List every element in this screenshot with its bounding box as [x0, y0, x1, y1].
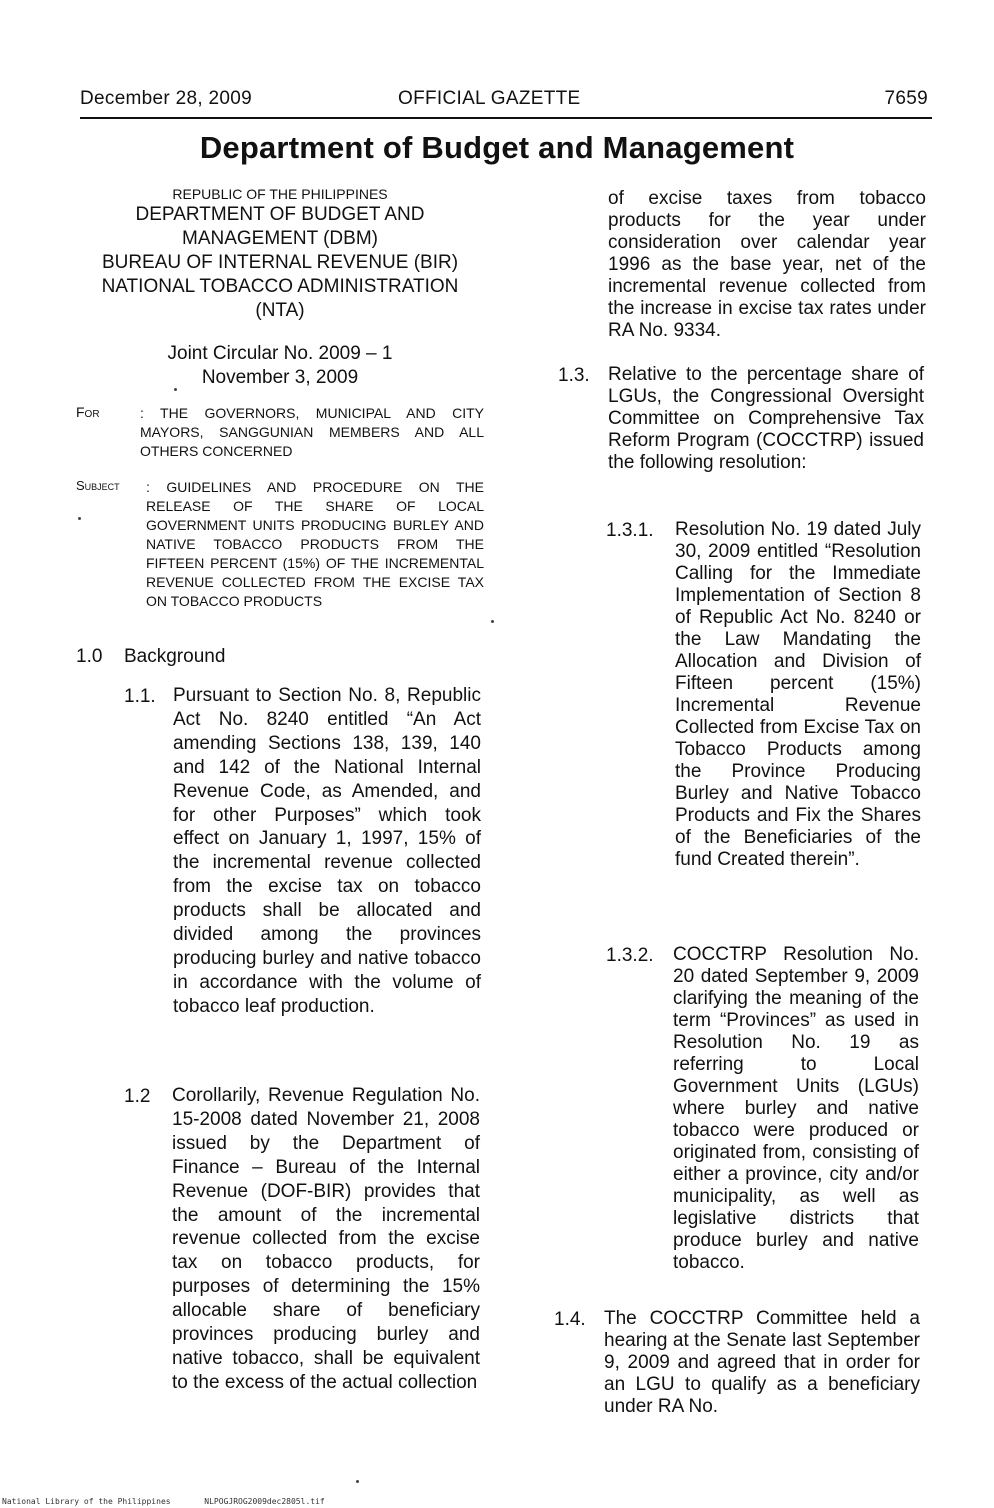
subject-text: : GUIDELINES AND PROCEDURE ON THE RELEASE OF THE SHARE OF LOCAL GOVERNMENT UNITS PRODUCING BURLEY AND NATIVE TOBACCO PRODUCTS FROM THE FIFTEEN PERCENT (15%) OF THE INCREMENTAL REVENUE COLLECTED FROM THE EXCISE TAX ON TOBACCO PRODUCTS: [146, 479, 484, 609]
scan-speck: [491, 620, 494, 623]
circular-block: [74, 342, 486, 390]
scan-speck: [78, 517, 81, 520]
subject-label: Subject: [76, 478, 120, 493]
issuer-republic: REPUBLIC OF THE PHILIPPINES: [172, 186, 388, 202]
issuer-nta-line2: (NTA): [255, 300, 305, 321]
circular-date: November 3, 2009: [201, 367, 359, 388]
header-page-number: 7659: [884, 88, 928, 109]
header-publication: OFFICIAL GAZETTE: [398, 88, 581, 109]
footer-source: National Library of the Philippines: [2, 1497, 171, 1506]
scan-speck: [356, 1480, 359, 1483]
para-1-3-2-number: 1.3.2.: [606, 945, 654, 966]
section-1-0-heading: Background: [124, 646, 226, 667]
for-text: : THE GOVERNORS, MUNICIPAL AND CITY MAYORS, SANGGUNIAN MEMBERS AND ALL OTHERS CONCERNED: [140, 405, 484, 459]
header-rule: [80, 117, 932, 119]
para-1-1-text: Pursuant to Section No. 8, Republic Act No. 8240 entitled “An Act amending Sections 138, 139, 140 and 142 of the National Internal Revenue Code, as Amended, and for other Purposes” which took effect on January 1, 1997, 15% of the incremental revenue collected from the excise tax on tobacco products shall be allocated and divided among the provinces producing burley and native tobacco in accordance with the volume of tobacco leaf production.: [173, 685, 481, 1017]
para-1-2-text: Corollarily, Revenue Regulation No. 15-2008 dated November 21, 2008 issued by the Department of Finance – Bureau of the Internal Revenue (DOF-BIR) provides that the amount of the incremental revenue collected from the excise tax on tobacco products, for purposes of determining the 15% allocable share of beneficiary provinces producing burley and native tobacco, shall be equivalent to the excess of the actual collection: [172, 1085, 480, 1393]
para-1-2-number: 1.2: [124, 1086, 151, 1107]
scan-speck: [174, 388, 177, 391]
para-1-1-number: 1.1.: [124, 686, 156, 707]
footer-file: NLPOGJROG2009dec2805l.tif: [204, 1497, 325, 1506]
issuer-dbm-line2: MANAGEMENT (DBM): [182, 228, 378, 249]
issuer-bir: BUREAU OF INTERNAL REVENUE (BIR): [101, 252, 459, 273]
para-1-2-continued: of excise taxes from tobacco products for the year under consideration over calendar year 1996 as the base year, net of the incremental revenue collected from the increase in excise tax rates under RA No. 9334.: [608, 188, 926, 341]
section-1-0-number: 1.0: [76, 646, 103, 667]
para-1-3-number: 1.3.: [558, 365, 590, 386]
para-1-4-number: 1.4.: [554, 1309, 586, 1330]
issuers-block: [74, 185, 486, 323]
para-1-3-text: Relative to the percentage share of LGUs, the Congressional Oversight Committee on Comprehensive Tax Reform Program (COCCTRP) issued the following resolution:: [608, 364, 924, 473]
for-label: For: [76, 404, 100, 420]
para-1-4-text: The COCCTRP Committee held a hearing at the Senate last September 9, 2009 and agreed that in order for an LGU to qualify as a beneficiary under RA No.: [604, 1308, 920, 1417]
para-1-3-1-number: 1.3.1.: [606, 520, 654, 541]
para-1-3-1-text: Resolution No. 19 dated July 30, 2009 entitled “Resolution Calling for the Immediate Implementation of Section 8 of Republic Act No. 8240 or the Law Mandating the Allocation and Division of Fifteen percent (15%) Incremental Revenue Collected from Excise Tax on Tobacco Products among the Province Producing Burley and Native Tobacco Products and Fix the Shares of the Beneficiaries of the fund Created therein”.: [675, 519, 921, 870]
page-title: Department of Budget and Management: [199, 130, 795, 165]
issuer-dbm-line1: DEPARTMENT OF BUDGET AND: [135, 204, 425, 225]
issuer-nta-line1: NATIONAL TOBACCO ADMINISTRATION: [101, 276, 459, 297]
circular-number: Joint Circular No. 2009 – 1: [167, 343, 393, 364]
para-1-3-2-text: COCCTRP Resolution No. 20 dated September 9, 2009 clarifying the meaning of the term “Provinces” as used in Resolution No. 19 as referring to Local Government Units (LGUs) where burley and native tobacco were produced or originated from, consisting of either a province, city and/or municipality, as well as legislative districts that produce burley and native tobacco.: [673, 944, 919, 1273]
footer-source-line: [2, 1497, 325, 1506]
header-date: December 28, 2009: [80, 88, 252, 109]
